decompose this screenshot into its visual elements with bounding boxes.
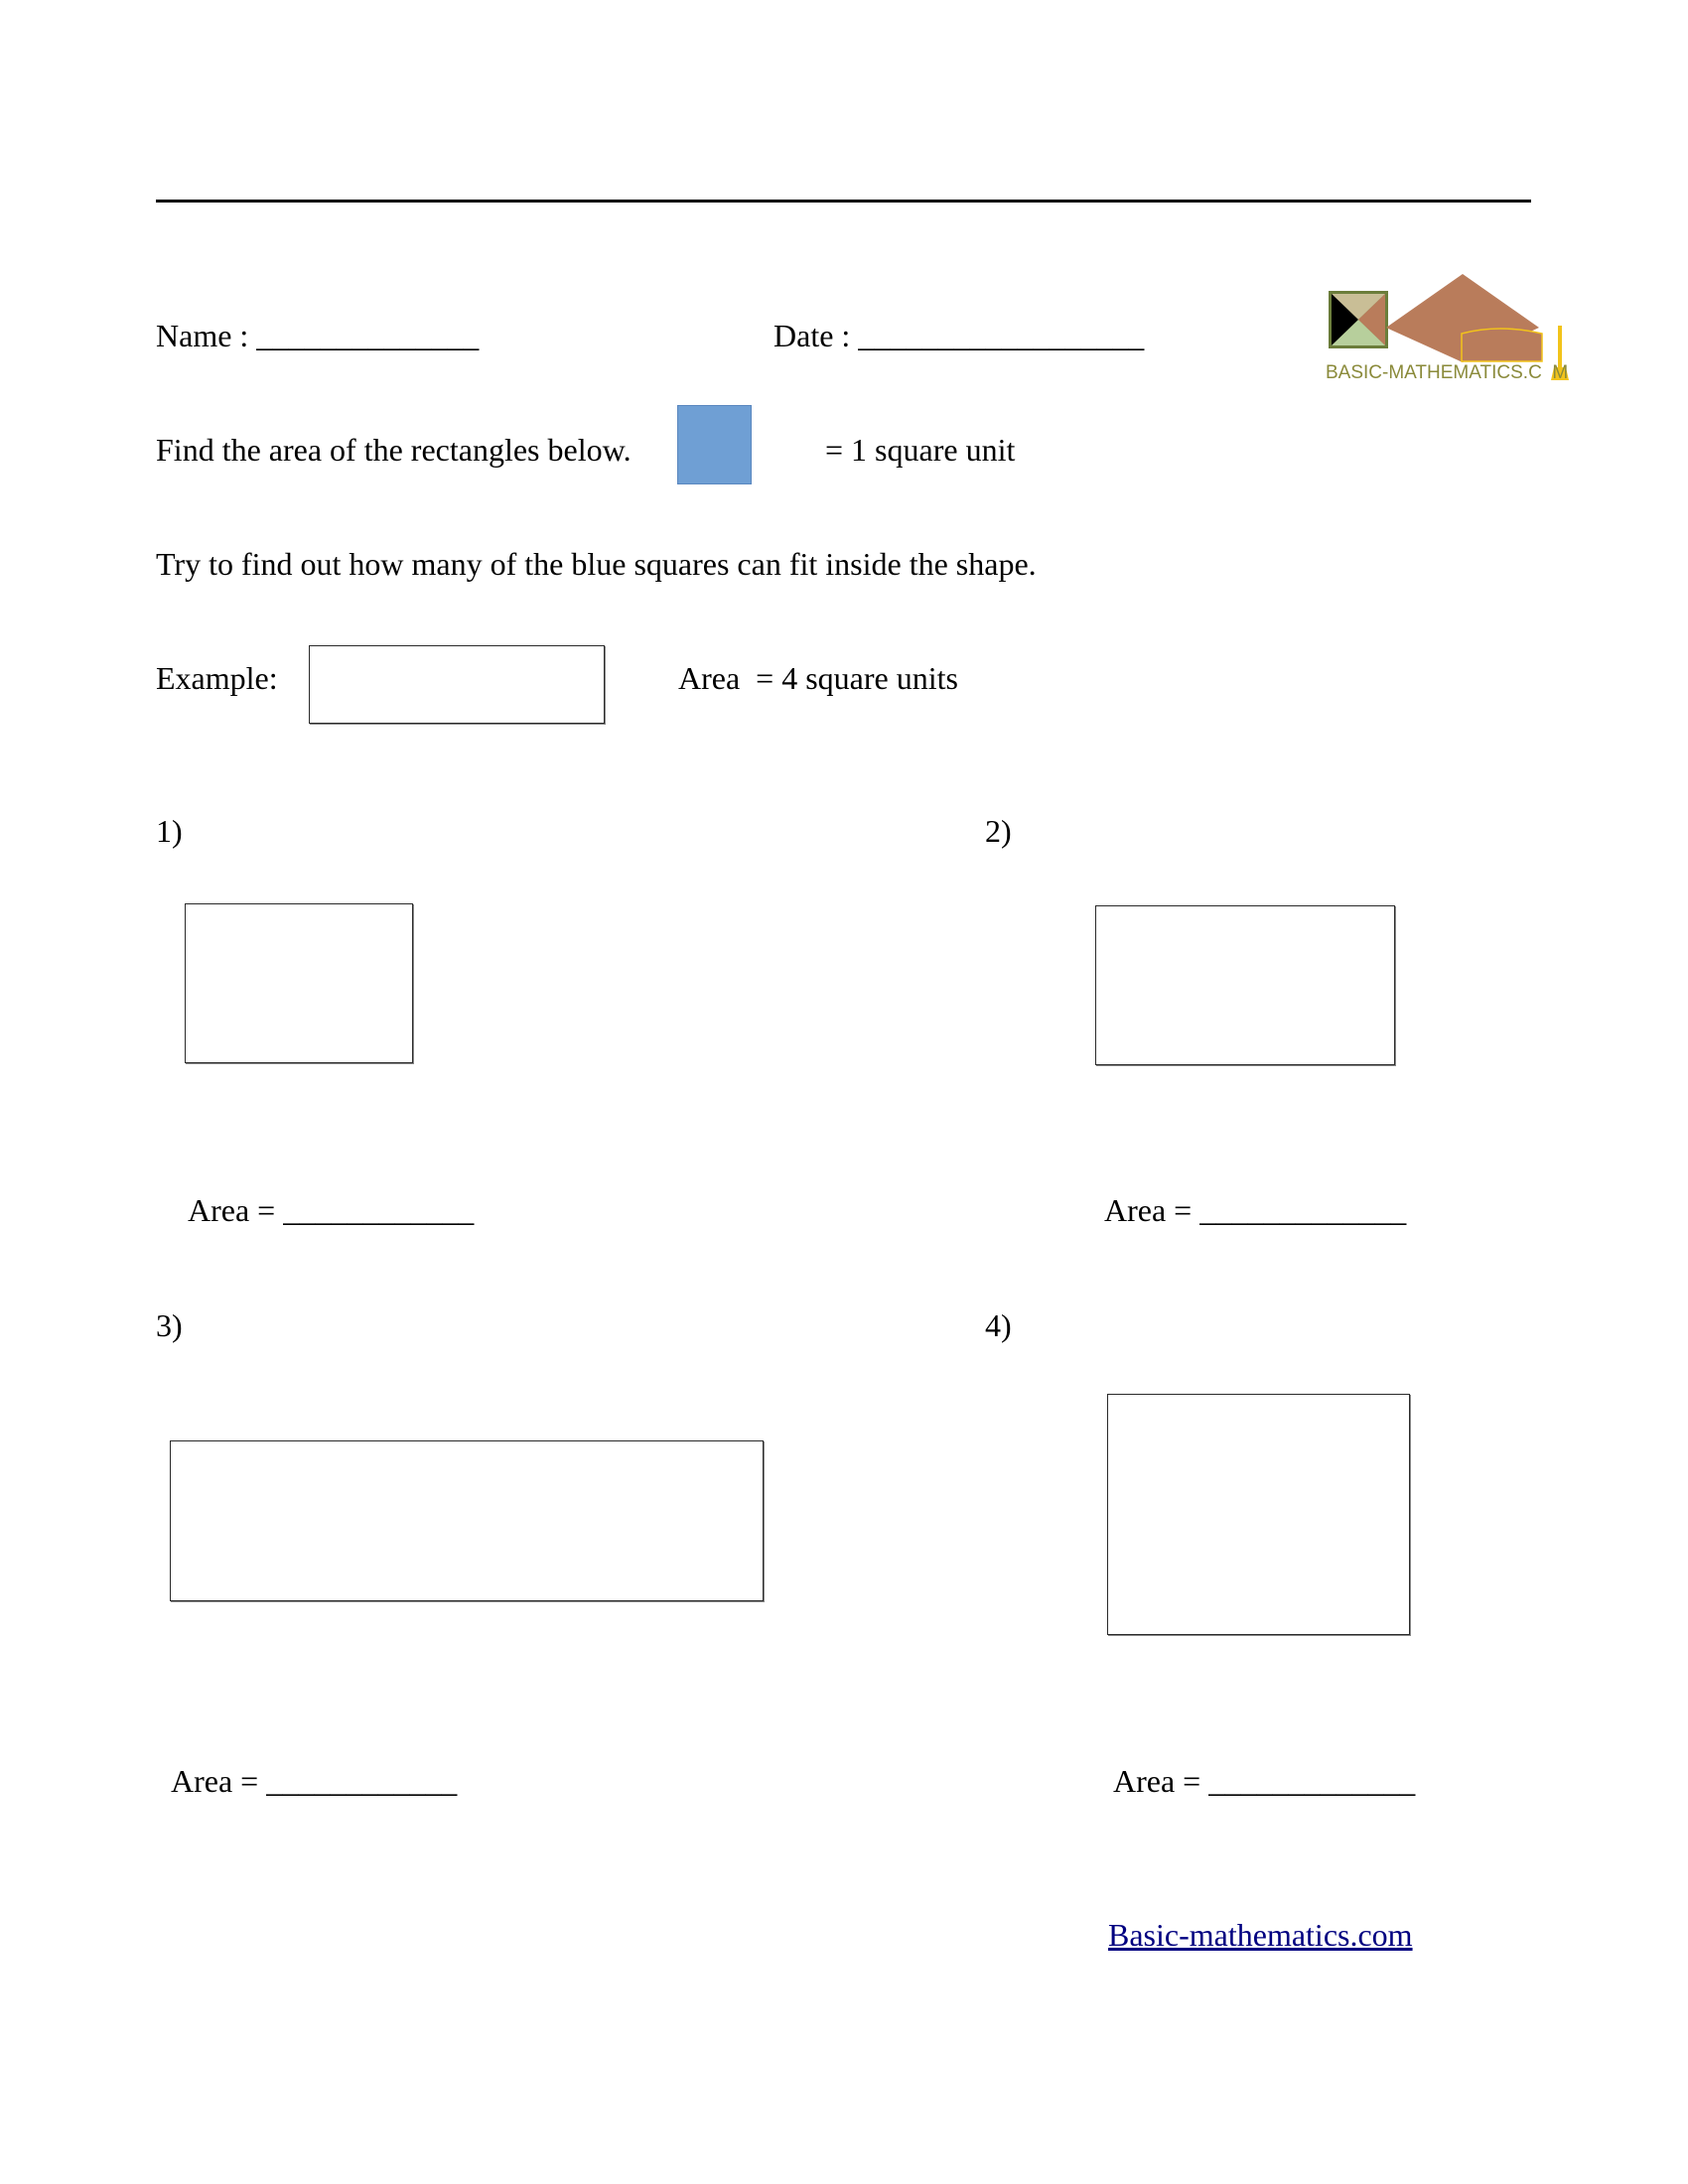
problem-2-area-field[interactable]: Area = _____________ [1104,1192,1407,1228]
hint-text: Try to find out how many of the blue squares can fit inside the shape. [156,546,1037,582]
problem-3-rectangle [170,1440,764,1601]
footer-link[interactable]: Basic-mathematics.com [1108,1917,1413,1953]
problem-4-rectangle [1107,1394,1410,1635]
problem-2-number: 2) [985,813,1012,849]
graduation-cap-icon [1231,256,1658,410]
name-field[interactable]: Name : ______________ [156,318,480,353]
example-label: Example: [156,660,278,696]
problem-2-rectangle [1095,905,1395,1065]
problem-4-area-field[interactable]: Area = _____________ [1113,1763,1416,1799]
problem-1-rectangle [185,903,413,1063]
date-field[interactable]: Date : __________________ [774,318,1145,353]
problem-1-number: 1) [156,813,183,849]
problem-3-number: 3) [156,1307,183,1343]
unit-square [677,405,752,484]
problem-1-area-field[interactable]: Area = ____________ [188,1192,475,1228]
problem-3-area-field[interactable]: Area = ____________ [171,1763,458,1799]
title-rule [156,200,1531,203]
unit-legend: = 1 square unit [825,432,1016,468]
problem-4-number: 4) [985,1307,1012,1343]
example-answer: Area = 4 square units [678,660,958,696]
logo-text: BASIC-MATHEMATICS.C M [1326,362,1569,383]
basic-mathematics-logo [1231,256,1658,410]
example-rectangle [309,645,605,724]
instruction-text: Find the area of the rectangles below. [156,432,632,468]
